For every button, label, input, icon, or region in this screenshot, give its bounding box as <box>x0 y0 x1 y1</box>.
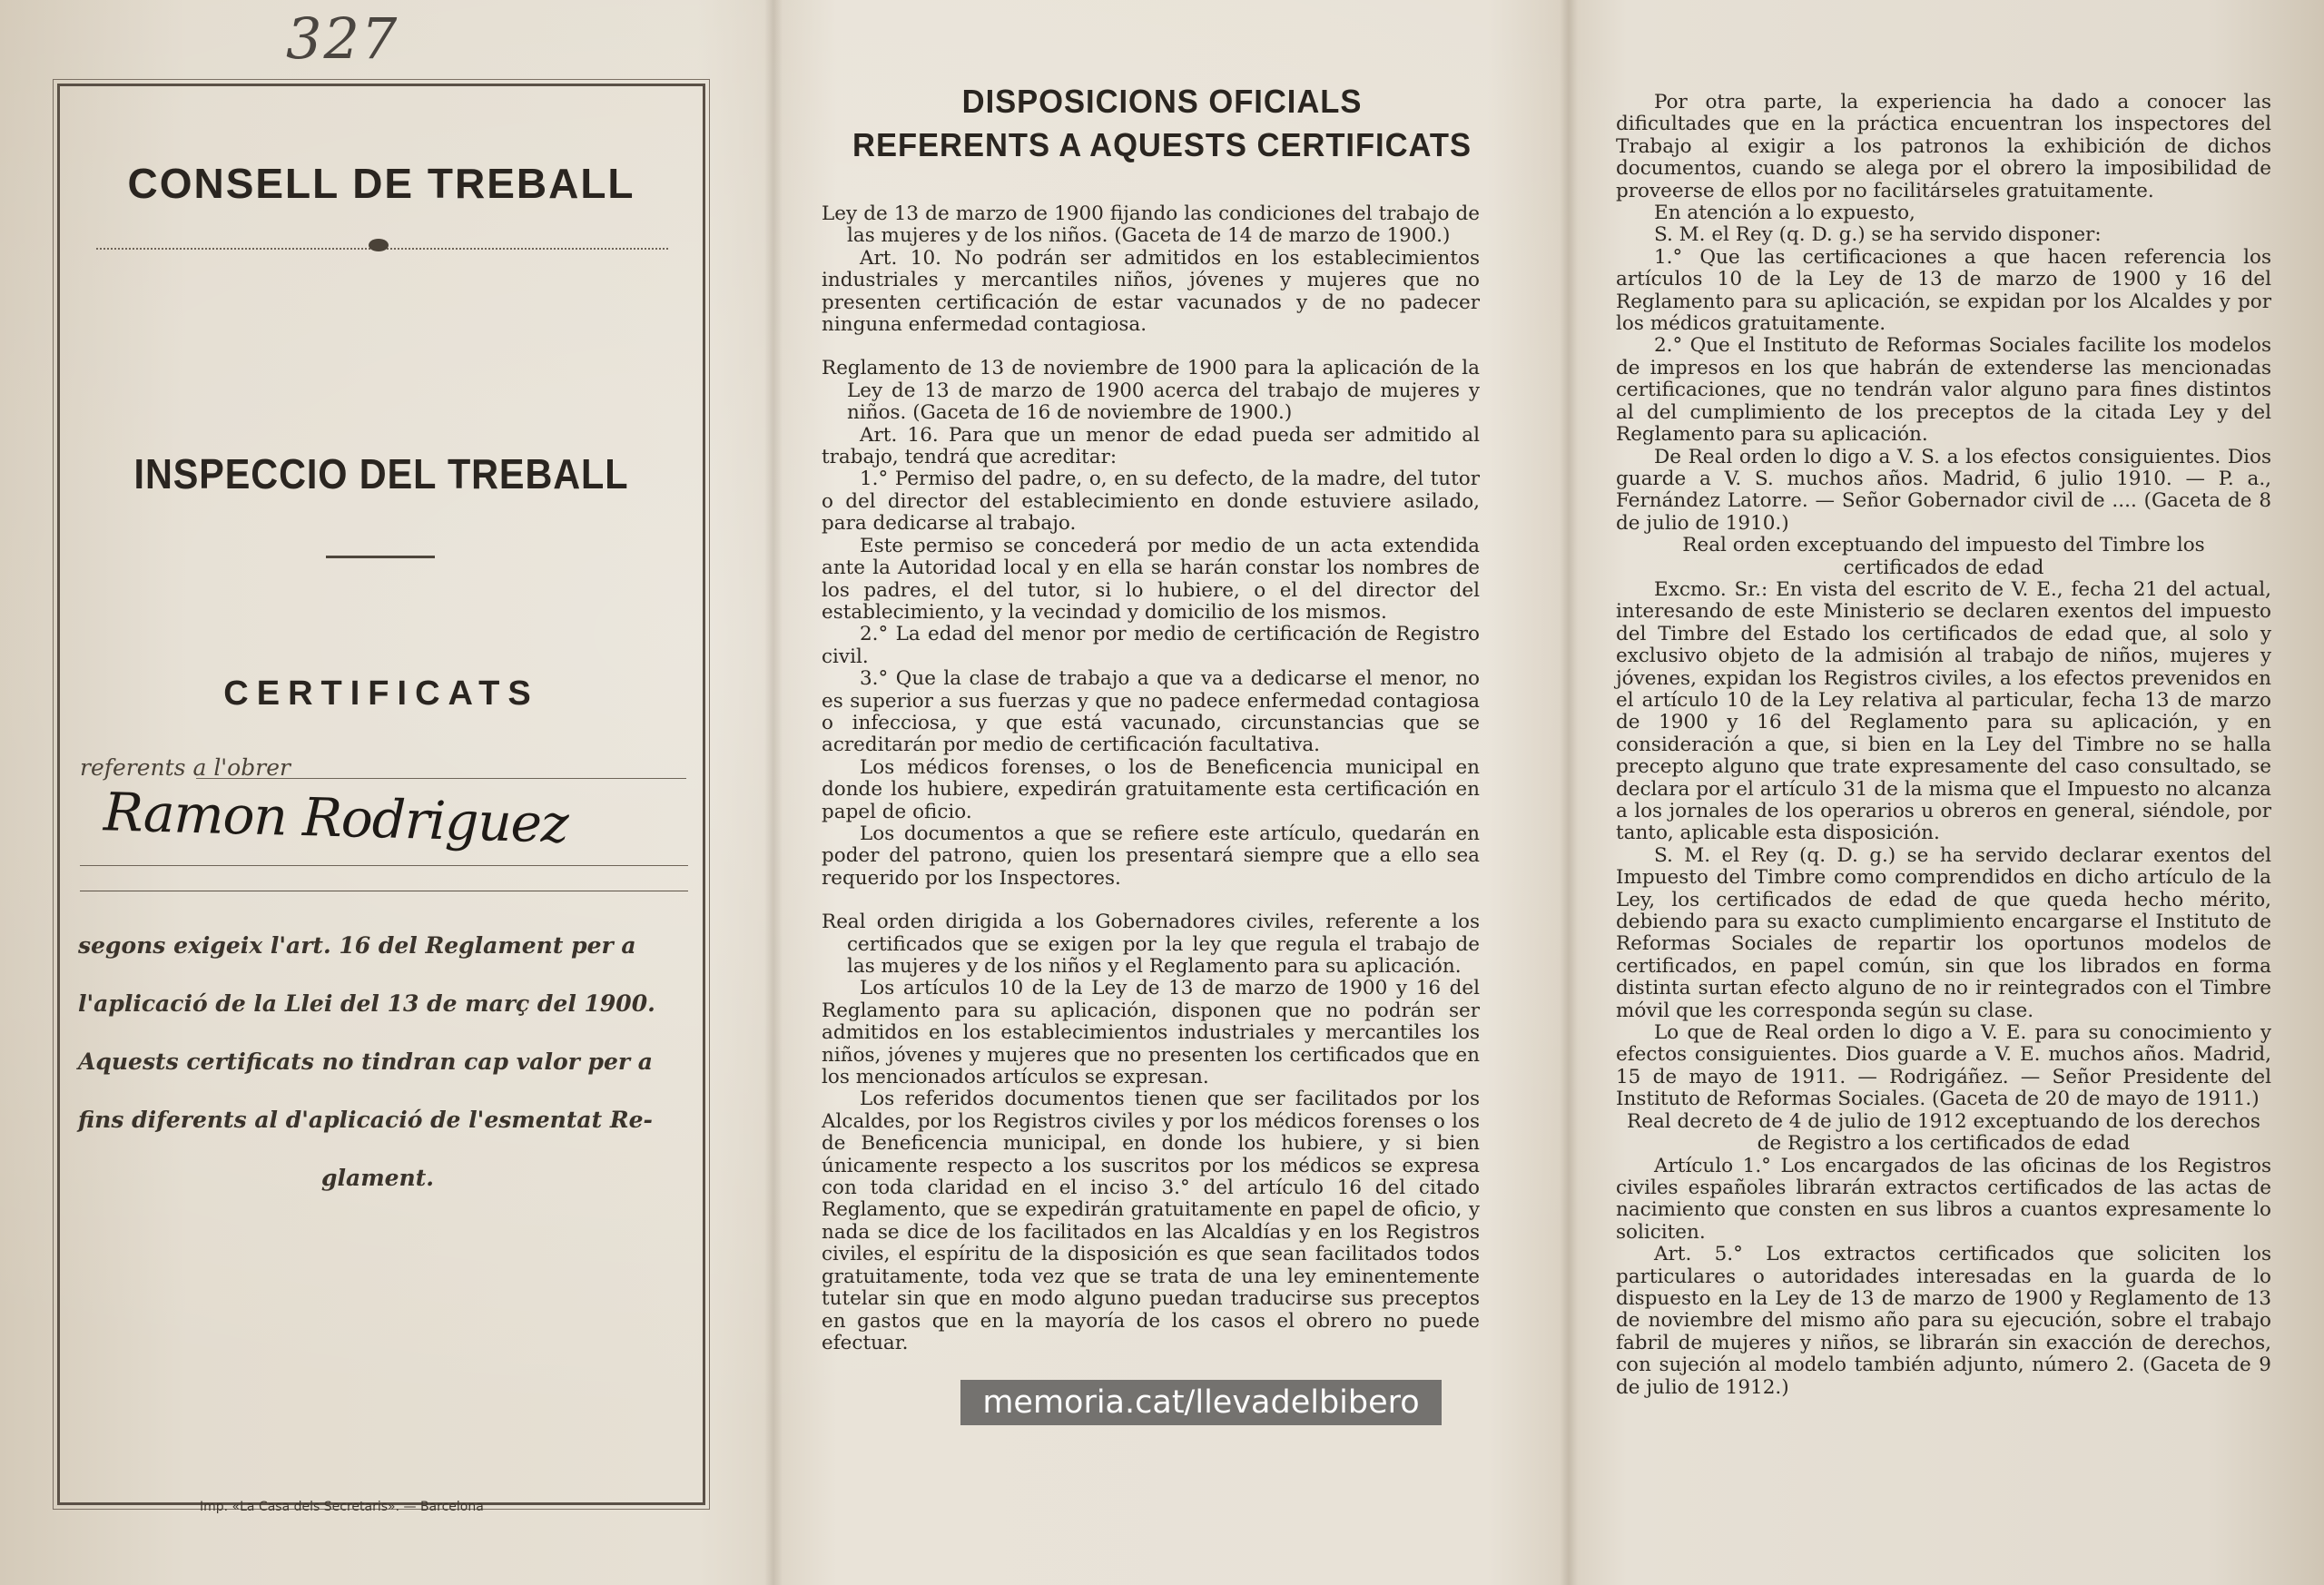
middle-title-line1: DISPOSICIONS OFICIALS <box>961 83 1363 120</box>
cover-note-line: fins diferents al d'aplicació de l'esmentat Re- <box>78 1107 653 1133</box>
cover-note-line: Aquests certificats no tindran cap valor per a <box>78 1048 653 1075</box>
cover-frame <box>57 84 705 1505</box>
section-heading: Real decreto de 4 de julio de 1912 exceptuando de los derechos de Registro a los certificados de edad <box>1627 1109 2260 1156</box>
ref-underline <box>196 778 686 779</box>
article-paragraph: De Real orden lo digo a V. S. a los efectos consiguientes. Dios guarde a V. S. muchos años. Madrid, 6 julio 1910. — P. a., Fernández Latorre. — Señor Gobernador civil de .... (Gaceta de 8 de julio de 1910.) <box>1616 445 2271 535</box>
article-paragraph: Los documentos a que se refiere este artículo, quedarán en poder del patrono, quien los presentará siempre que a ello sea requerido por los Inspectores. <box>822 822 1480 890</box>
fold-crease-left <box>764 0 783 1585</box>
article-paragraph: 2.° Que el Instituto de Reformas Sociales facilite los modelos de impresos en los que habrán de extenderse las mencionadas certificaciones, que no tendrán valor alguno para fines distintos al del cumplimiento de los preceptos de la citada Ley y del Reglamento para su aplicación. <box>1616 334 2271 447</box>
real-orden-heading: Real orden dirigida a los Gobernadores civiles, referente a los certificados que se exigen por la ley que regula el trabajo de las mujeres y de los niños y el Reglamento para su aplicación. <box>822 911 1480 978</box>
law-heading: Ley de 13 de marzo de 1900 fijando las condiciones del trabajo de las mujeres y de los niños. (Gaceta de 14 de marzo de 1900.) <box>822 202 1480 248</box>
article-paragraph: En atención a lo expuesto, <box>1654 202 1915 225</box>
cover-note <box>78 917 677 1207</box>
reglamento-heading: Reglamento de 13 de noviembre de 1900 para la aplicación de la Ley de 13 de marzo de 1900 acerca del trabajo de mujeres y niños. (Gaceta de 16 de noviembre de 1900.) <box>822 357 1480 425</box>
article-paragraph: 1.° Que las certificaciones a que hacen referencia los artículos 10 de la Ley de 13 de marzo de 1900 y 16 del Reglamento para su aplicación, se expidan por los Alcaldes y por los médicos gratuitamente. <box>1616 245 2271 336</box>
printer-imprint: Imp. «La Casa dels Secretaris». — Barcelona <box>200 1500 484 1514</box>
ornament-icon <box>369 239 389 251</box>
article-paragraph: 2.° La edad del menor por medio de certificación de Registro civil. <box>822 623 1480 668</box>
article-paragraph: Art. 10. No podrán ser admitidos en los establecimientos industriales y mercantiles niños, jóvenes y mujeres que no presenten certificación de estar vacunados y de no padecer ninguna enfermedad contagiosa. <box>822 246 1480 337</box>
watermark: memoria.cat/llevadelbibero <box>960 1380 1442 1425</box>
worker-name-handwritten: Ramon Rodriguez <box>103 781 569 855</box>
middle-column <box>822 203 1480 1354</box>
article-paragraph: S. M. el Rey (q. D. g.) se ha servido disponer: <box>1654 223 2102 247</box>
cover-note-line: l'aplicació de la Llei del 13 de març del 1900. <box>78 990 655 1017</box>
article-paragraph: 3.° Que la clase de trabajo a que va a dedicarse el menor, no es superior a sus fuerzas y que no padece enfermedad contagiosa o infecciosa, y que está vacunado, circunstancias que se acreditarán por medio de certificación facultativa. <box>822 667 1480 757</box>
middle-title <box>831 80 1493 167</box>
section-heading: Real orden exceptuando del impuesto del Timbre los certificados de edad <box>1682 534 2205 579</box>
title-certificats: CERTIFICATS <box>223 674 539 713</box>
right-column <box>1616 92 2271 1399</box>
title-inspeccio: INSPECCIO DEL TREBALL <box>133 450 629 497</box>
article-paragraph: Por otra parte, la experiencia ha dado a conocer las dificultades que en la práctica encuentran los inspectores del Trabajo al exigir a los patronos la exhibición de dichos documentos, cuando se alega por el obrero la imposibilidad de proveerse de ellos por no facilitárseles gratuitamente. <box>1616 91 2271 202</box>
article-paragraph: S. M. el Rey (q. D. g.) se ha servido declarar exentos del Impuesto del Timbre como comprendidos en dicho artículo de la Ley, los certificados de edad de que queda hecho mérito, debiendo para su exacto cumplimiento encargarse el Instituto de Reformas Sociales de repartir los oportunos modelos de certificados, en papel común, sin que los librados en forma distinta surtan efecto alguno de no ir reintegrados con el Timbre móvil que les corresponda según su clase. <box>1616 843 2271 1022</box>
fold-crease-right <box>1560 0 1578 1585</box>
article-paragraph: 1.° Permiso del padre, o, en su defecto, de la madre, del tutor o del director del establecimiento en donde estuviere asilado, para dedicarse al trabajo. <box>822 468 1480 536</box>
article-paragraph: Artículo 1.° Los encargados de las oficinas de los Registros civiles españoles librarán extractos certificados de las actas de nacimiento que consten en sus libros a cuantos expresamente lo soliciten. <box>1616 1154 2271 1244</box>
article-paragraph: Excmo. Sr.: En vista del escrito de V. E., fecha 21 del actual, interesando de este Ministerio se declaren exentos del impuesto del Timbre del Estado los certificados de edad que, al solo y exclusivo objeto de la admisión al trabajo de niños, mujeres y jóvenes, expidan los Registros civiles, a los efectos prevenidos en el artículo 10 de la Ley relativa al particular, fecha 13 de marzo de 1900 y 16 del Reglamento para su aplicación, y en consideración a que, si bien en la Ley del Timbre no se halla precepto alguno que trate expresamente del caso consultado, se declara por el artículo 31 de la misma que el Impuesto no alcanza a los jornales de los operarios u obreros en general, siéndole, por tanto, aplicable esta disposición. <box>1616 577 2271 845</box>
article-paragraph: Art. 5.° Los extractos certificados que soliciten los particulares o autoridades interesadas en la guarda de lo dispuesto en la Ley de 13 de marzo de 1900 y Reglamento de 13 de noviembre del mismo año para su ejecución, sobre el trabajo fabril de mujeres y niños, se librarán sin exacción de derechos, con sujeción al modelo también adjunto, número 2. (Gaceta de 9 de julio de 1912.) <box>1616 1243 2271 1399</box>
article-paragraph: Los referidos documentos tienen que ser facilitados por los Alcaldes, por los Registros civiles y por los médicos forenses o los de Beneficencia municipal, en donde los hubiere, y si bien únicamente respecto a los suscritos por los médicos se expresa con toda claridad en el inciso 3.° del artículo 16 del citado Reglamento, que se expedirán gratuitamente en papel de oficio, y nada se dice de los facilitados en las Alcaldías y en los Registros civiles, el espíritu de la disposición es que sean facilitados todos gratuitamente, toda vez que se trata de una ley eminentemente tutelar sin que en modo alguno puedan traducirse sus preceptos en gastos que en la mayoría de los casos el obrero no puede efectuar. <box>822 1088 1480 1354</box>
article-paragraph: Los artículos 10 de la Ley de 13 de marzo de 1900 y 16 del Reglamento para su aplicación, disponen que no podrán ser admitidos en los establecimientos industriales y mercantiles los niños, jóvenes y mujeres que no presenten los certificados que en los mencionados artículos se expresan. <box>822 977 1480 1089</box>
article-paragraph: Los médicos forenses, o los de Beneficencia municipal en donde los hubiere, expedirán gratuitamente esta certificación en papel de oficio. <box>822 755 1480 823</box>
article-paragraph: Art. 16. Para que un menor de edad pueda ser admitido al trabajo, tendrá que acreditar: <box>822 423 1480 469</box>
cover-note-line: segons exigeix l'art. 16 del Reglament per a <box>78 932 636 959</box>
name-underline <box>80 865 688 866</box>
article-paragraph: Lo que de Real orden lo digo a V. E. para su conocimiento y efectos consiguientes. Dios guarde a V. E. muchos años. Madrid, 15 de mayo de 1911. — Rodrigáñez. — Señor Presidente del Instituto de Reformas Sociales. (Gaceta de 20 de mayo de 1911.) <box>1616 1021 2271 1111</box>
handwritten-number: 327 <box>286 5 399 72</box>
cover-note-line: glament. <box>321 1165 434 1191</box>
ref-label: referents a l'obrer <box>80 754 290 781</box>
article-paragraph: Este permiso se concederá por medio de un acta extendida ante la Autoridad local y en ella se harán constar los nombres de los padres, el del tutor, si lo hubiere, o el del director del establecimiento, y la vecindad y domicilio de los mismos. <box>822 534 1480 624</box>
middle-title-line2: REFERENTS A AQUESTS CERTIFICATS <box>852 126 1472 163</box>
title-consell: CONSELL DE TREBALL <box>127 160 635 207</box>
short-divider <box>326 556 435 558</box>
